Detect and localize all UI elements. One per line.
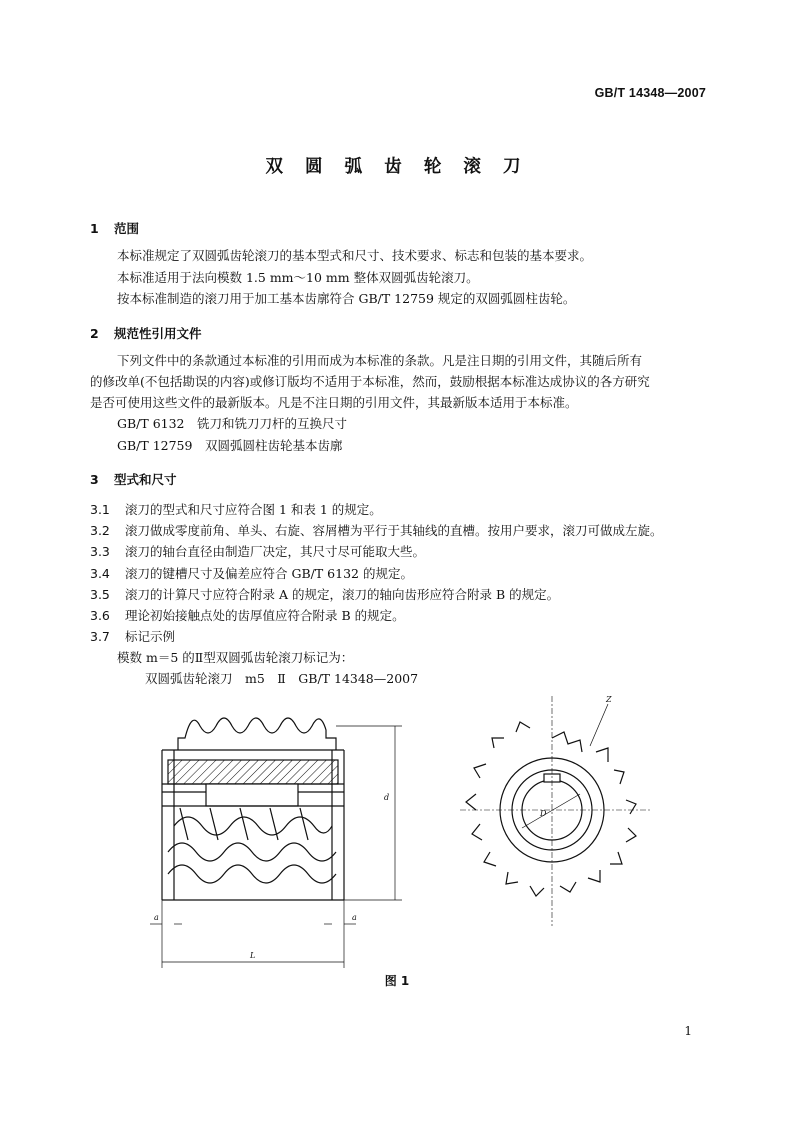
clause-3-2: [90, 521, 663, 539]
paragraph-line: 的修改单(不包括勘误的内容)或修订版均不适用于本标准，然而，鼓励根据本标准达成协议的各方研究: [90, 374, 650, 389]
section-3-heading: [90, 470, 177, 488]
section-2-heading: [90, 324, 202, 342]
section-number: 1: [90, 221, 99, 236]
clause-text: 滚刀的键槽尺寸及偏差应符合 GB/T 6132 的规定。: [125, 566, 413, 581]
clause-3-3: [90, 542, 425, 560]
reference-item: GB/T 6132 铣刀和铣刀刀杆的互换尺寸: [117, 416, 348, 431]
clause-number: 3.4: [90, 566, 110, 581]
clause-3-4: [90, 564, 413, 582]
paragraph: 本标准规定了双圆弧齿轮滚刀的基本型式和尺寸、技术要求、标志和包装的基本要求。: [117, 248, 593, 263]
clause-text: 标记示例: [125, 629, 176, 644]
clause-3-5: [90, 585, 559, 603]
dim-label-d: d: [384, 793, 390, 802]
clause-3-6: [90, 606, 405, 624]
clause-text: 滚刀的型式和尺寸应符合图 1 和表 1 的规定。: [125, 502, 382, 517]
section-title: 规范性引用文件: [114, 326, 202, 341]
standard-number: GB/T 14348—2007: [594, 86, 706, 100]
clause-number: 3.7: [90, 629, 110, 644]
marking-example-intro: 模数 m＝5 的Ⅱ型双圆弧齿轮滚刀标记为：: [117, 650, 354, 665]
hob-end-view-drawing: [460, 690, 660, 930]
section-1-heading: [90, 219, 139, 237]
clause-text: 滚刀做成零度前角、单头、右旋、容屑槽为平行于其轴线的直槽。按用户要求，滚刀可做成左旋。: [125, 523, 663, 538]
clause-3-7: [90, 627, 175, 645]
clause-number: 3.6: [90, 608, 110, 623]
paragraph-line: 下列文件中的条款通过本标准的引用而成为本标准的条款。凡是注日期的引用文件，其随后所有: [117, 353, 643, 368]
document-title: 双 圆 弧 齿 轮 滚 刀: [265, 157, 529, 177]
section-number: 2: [90, 326, 99, 341]
dim-label-a-right: a: [352, 913, 357, 922]
paragraph-line: 是否可使用这些文件的最新版本。凡是不注日期的引用文件，其最新版本适用于本标准。: [90, 395, 578, 410]
section-title: 范围: [114, 221, 140, 236]
clause-number: 3.3: [90, 544, 110, 559]
paragraph: 按本标准制造的滚刀用于加工基本齿廓符合 GB/T 12759 规定的双圆弧圆柱齿轮。: [117, 291, 576, 306]
reference-item: GB/T 12759 双圆弧圆柱齿轮基本齿廓: [117, 438, 343, 453]
clause-text: 理论初始接触点处的齿厚值应符合附录 B 的规定。: [125, 608, 405, 623]
clause-text: 滚刀的计算尺寸应符合附录 A 的规定，滚刀的轴向齿形应符合附录 B 的规定。: [125, 587, 560, 602]
clause-text: 滚刀的轴台直径由制造厂决定，其尺寸尽可能取大些。: [125, 544, 426, 559]
section-number: 3: [90, 472, 99, 487]
dim-label-L: L: [250, 951, 256, 960]
clause-number: 3.2: [90, 523, 110, 538]
paragraph: 本标准适用于法向模数 1.5 mm～10 mm 整体双圆弧齿轮滚刀。: [117, 270, 479, 285]
clause-3-1: [90, 500, 382, 518]
label-D: D: [540, 809, 547, 818]
marking-example: 双圆弧齿轮滚刀 m5 Ⅱ GB/T 14348—2007: [145, 671, 419, 686]
hob-side-view-drawing: [140, 700, 420, 970]
clause-number: 3.5: [90, 587, 110, 602]
page-number: 1: [684, 1024, 692, 1038]
clause-number: 3.1: [90, 502, 110, 517]
dim-label-a-left: a: [154, 913, 159, 922]
label-Z: Z: [606, 695, 612, 704]
section-title: 型式和尺寸: [114, 472, 177, 487]
figure-caption: 图 1: [384, 974, 410, 988]
